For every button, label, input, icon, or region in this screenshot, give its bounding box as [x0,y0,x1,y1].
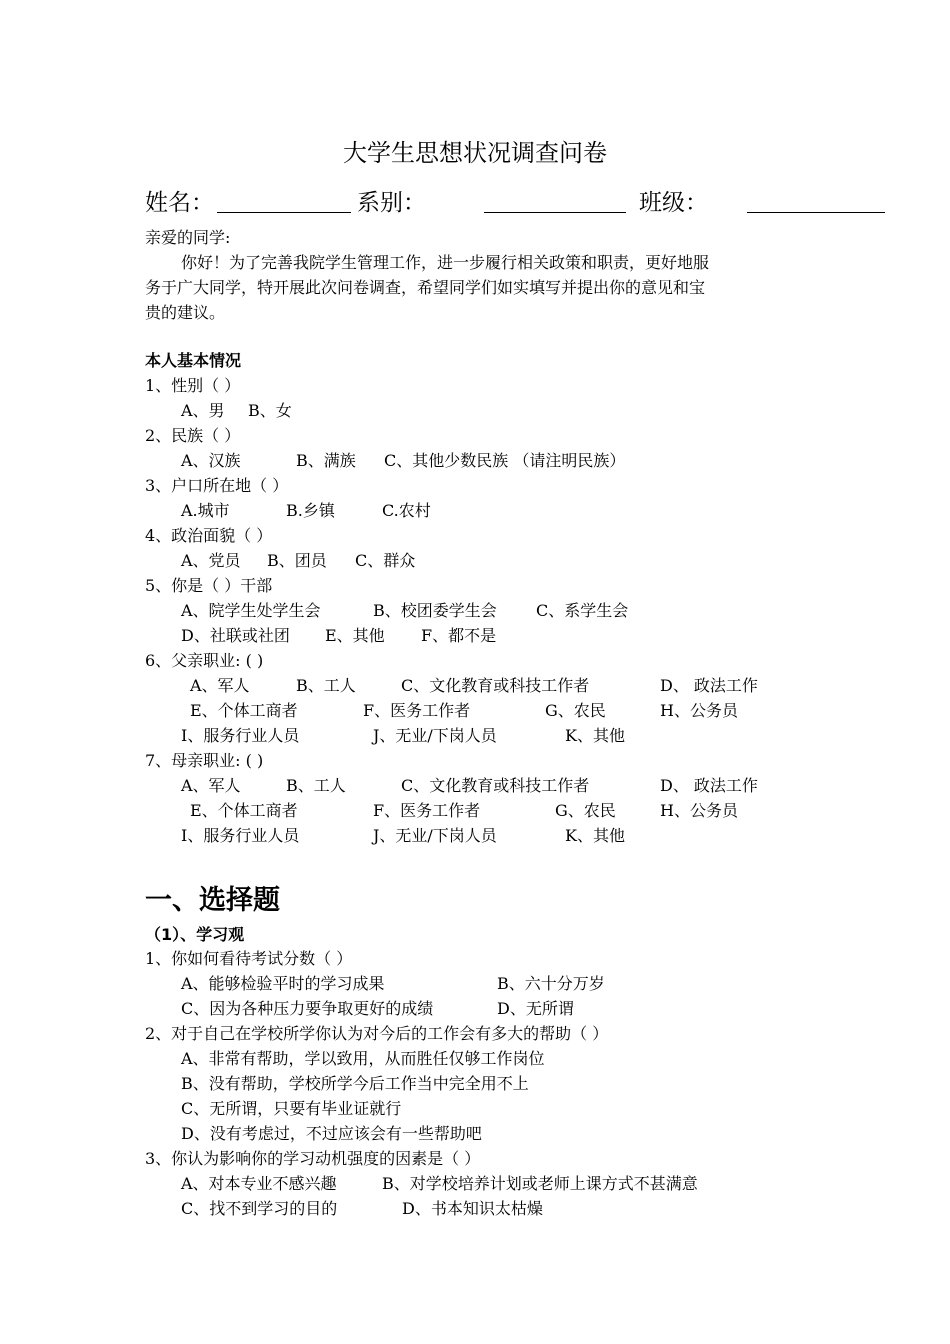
question-political-status: 4、政治面貌（ ） [145,526,273,545]
option[interactable]: B、工人 [286,776,346,795]
option[interactable]: D、 政法工作 [660,676,758,695]
option[interactable]: A.城市 [181,501,230,520]
option[interactable]: C、无所谓，只要有毕业证就行 [181,1099,402,1118]
question-residence: 3、户口所在地（ ） [145,476,289,495]
option[interactable]: E、个体工商者 [190,701,298,720]
option[interactable]: A、能够检验平时的学习成果 [181,974,385,993]
class-field[interactable] [747,212,885,213]
question-motivation-factors: 3、你认为影响你的学习动机强度的因素是（ ） [145,1149,481,1168]
option[interactable]: I、服务行业人员 [181,826,300,845]
option[interactable]: D、 政法工作 [660,776,758,795]
option[interactable]: J、无业/下岗人员 [373,826,497,845]
option[interactable]: B、满族 [296,451,356,470]
page-title: 大学生思想状况调查问卷 [343,139,607,167]
section-title: 一、选择题 [145,885,280,916]
name-field[interactable] [217,212,351,213]
option[interactable]: E、其他 [325,626,385,645]
option[interactable]: F、医务工作者 [373,801,481,820]
question-mother-occupation: 7、母亲职业: ( ) [145,751,264,770]
option[interactable]: B、六十分万岁 [497,974,605,993]
question-cadre: 5、你是（ ）干部 [145,576,273,595]
option[interactable]: I、服务行业人员 [181,726,300,745]
intro-line: 贵的建议。 [145,303,226,322]
option[interactable]: A、男 [181,401,225,420]
option[interactable]: A、汉族 [181,451,241,470]
option[interactable]: J、无业/下岗人员 [373,726,497,745]
name-label: 姓名： [145,190,214,216]
option[interactable]: H、公务员 [660,701,738,720]
option[interactable]: A、对本专业不感兴趣 [181,1174,337,1193]
basic-info-heading: 本人基本情况 [145,351,242,370]
option[interactable]: D、书本知识太枯燥 [402,1199,543,1218]
option[interactable]: C、因为各种压力要争取更好的成绩 [181,999,434,1018]
section-subtitle: （1）、学习观 [145,925,245,944]
option[interactable]: G、农民 [555,801,616,820]
question-gender: 1、性别（ ） [145,376,241,395]
option[interactable]: B、对学校培养计划或老师上课方式不甚满意 [382,1174,698,1193]
option[interactable]: F、医务工作者 [363,701,471,720]
option[interactable]: B、团员 [267,551,327,570]
option[interactable]: A、党员 [181,551,241,570]
question-father-occupation: 6、父亲职业: ( ) [145,651,264,670]
option[interactable]: A、院学生处学生会 [181,601,321,620]
option[interactable]: F、都不是 [421,626,497,645]
option[interactable]: A、军人 [190,676,250,695]
option[interactable]: B、女 [248,401,292,420]
option[interactable]: G、农民 [545,701,606,720]
question-exam-scores: 1、你如何看待考试分数（ ） [145,949,353,968]
option[interactable]: H、公务员 [660,801,738,820]
option[interactable]: A、非常有帮助，学以致用，从而胜任仅够工作岗位 [181,1049,545,1068]
class-label: 班级： [639,190,708,216]
option[interactable]: C、其他少数民族 （请注明民族） [384,451,626,470]
dept-label: 系别： [357,190,426,216]
option[interactable]: B.乡镇 [286,501,335,520]
intro-line: 务于广大同学，特开展此次问卷调查，希望同学们如实填写并提出你的意见和宝 [145,278,706,297]
option[interactable]: D、社联或社团 [181,626,290,645]
option[interactable]: E、个体工商者 [190,801,298,820]
option[interactable]: B、工人 [296,676,356,695]
option[interactable]: C、群众 [355,551,416,570]
option[interactable]: B、校团委学生会 [373,601,497,620]
option[interactable]: K、其他 [565,726,625,745]
option[interactable]: B、没有帮助，学校所学今后工作当中完全用不上 [181,1074,529,1093]
option[interactable]: C、找不到学习的目的 [181,1199,338,1218]
option[interactable]: K、其他 [565,826,625,845]
option[interactable]: D、无所谓 [497,999,574,1018]
student-info-row [145,184,905,216]
option[interactable]: D、没有考虑过，不过应该会有一些帮助吧 [181,1124,482,1143]
question-ethnicity: 2、民族（ ） [145,426,241,445]
dept-field[interactable] [484,212,626,213]
option[interactable]: C、文化教育或科技工作者 [401,676,590,695]
question-school-learning-help: 2、对于自己在学校所学你认为对今后的工作会有多大的帮助（ ） [145,1024,609,1043]
option[interactable]: C、文化教育或科技工作者 [401,776,590,795]
intro-line: 你好！为了完善我院学生管理工作，进一步履行相关政策和职责，更好地服 [181,253,710,272]
option[interactable]: C.农村 [382,501,431,520]
greeting: 亲爱的同学: [145,228,231,247]
option[interactable]: A、军人 [181,776,241,795]
option[interactable]: C、系学生会 [536,601,629,620]
